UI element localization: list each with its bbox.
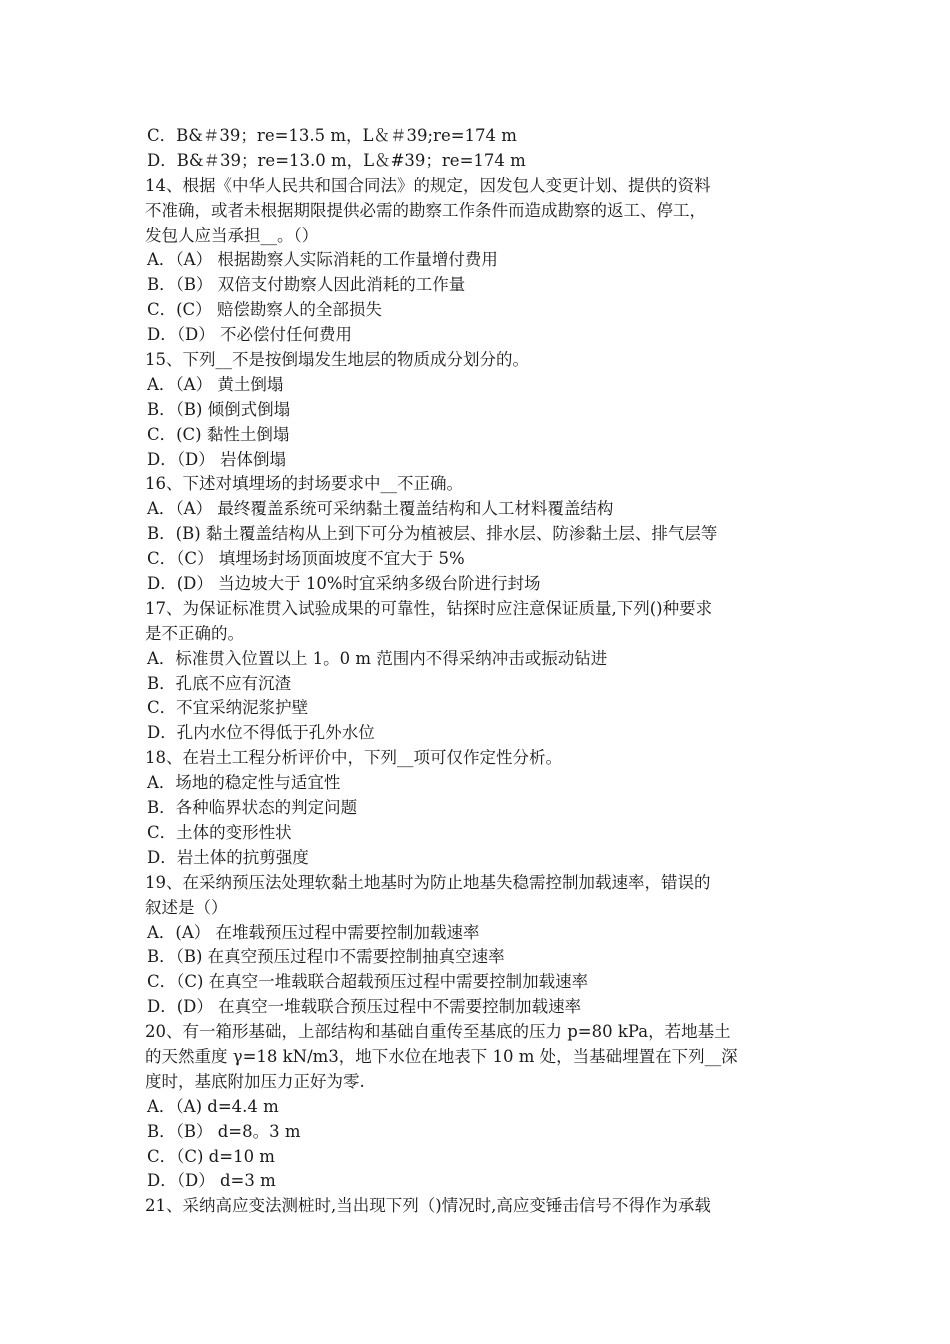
answer-option: C．土体的变形性状 bbox=[147, 822, 292, 842]
question-text-line: 17、为保证标准贯入试验成果的可靠性，钻探时应注意保证质量,下列()种要求 bbox=[145, 598, 713, 618]
question-text-line: 叙述是（） bbox=[145, 897, 228, 917]
answer-option: B．（B） 双倍支付勘察人因此消耗的工作量 bbox=[147, 275, 466, 295]
answer-option: B．（B) 倾倒式倒塌 bbox=[147, 399, 291, 419]
question-text-line: 是不正确的。 bbox=[145, 623, 244, 643]
question-text-line: 20、有一箱形基础，上部结构和基础自重传至基底的压力 p=80 kPa，若地基土 bbox=[145, 1022, 731, 1042]
question-text-line: 发包人应当承担__。（） bbox=[145, 225, 319, 245]
answer-option: A．场地的稳定性与适宜性 bbox=[147, 773, 341, 793]
answer-option: A．(A） 在堆载预压过程中需要控制加载速率 bbox=[147, 922, 480, 942]
answer-option: C．（C） 填埋场封场顶面坡度不宜大于 5% bbox=[147, 549, 465, 569]
answer-option: C．(C) 黏性土倒塌 bbox=[147, 424, 290, 444]
answer-option: A．（A） 根据勘察人实际消耗的工作量增付费用 bbox=[147, 250, 498, 270]
answer-option: C．不宜采纳泥浆护壁 bbox=[147, 698, 309, 718]
answer-option: C．B&＃39；re=13.5 m，L＆＃39;re=174 m bbox=[147, 126, 517, 145]
answer-option: C．（C) 在真空一堆载联合超载预压过程中需要控制加载速率 bbox=[147, 972, 589, 992]
question-text-line: 度时，基底附加压力正好为零. bbox=[145, 1071, 365, 1091]
question-text-line: 15、下列__不是按倒塌发生地层的物质成分划分的。 bbox=[145, 350, 529, 370]
answer-option: D．B&＃39；re=13.0 m，L＆#39；re=174 m bbox=[147, 150, 526, 170]
answer-option: B．（B） d=8。3 m bbox=[147, 1121, 301, 1141]
document-page bbox=[145, 124, 810, 1219]
answer-option: D．孔内水位不得低于孔外水位 bbox=[147, 723, 375, 743]
question-text-line: 14、根据《中华人民共和国合同法》的规定，因发包人变更计划、提供的资料 bbox=[145, 175, 711, 195]
answer-option: D．(D） 在真空一堆载联合预压过程中不需要控制加载速率 bbox=[147, 997, 582, 1017]
answer-option: A．（A） 黄土倒塌 bbox=[147, 374, 284, 394]
answer-option: B．(B) 黏土覆盖结构从上到下可分为植被层、排水层、防渗黏土层、排气层等 bbox=[147, 524, 718, 544]
question-text-line: 19、在采纳预压法处理软黏土地基时为防止地基失稳需控制加载速率，错误的 bbox=[145, 872, 711, 892]
answer-option: A．标准贯入位置以上 1。0 m 范围内不得采纳冲击或振动钻进 bbox=[147, 648, 608, 668]
answer-option: D．（D） 不必偿付任何费用 bbox=[147, 325, 352, 345]
answer-option: C．(C） 赔偿勘察人的全部损失 bbox=[147, 300, 382, 320]
question-text-line: 21、采纳高应变法测桩时,当出现下列（)情况时,高应变锤击信号不得作为承载 bbox=[145, 1196, 711, 1216]
answer-option: A．（A） 最终覆盖系统可采纳黏土覆盖结构和人工材料覆盖结构 bbox=[147, 499, 614, 519]
answer-option: A．（A) d=4.4 m bbox=[147, 1096, 279, 1116]
answer-option: B．各种临界状态的判定问题 bbox=[147, 798, 358, 818]
answer-option: D．岩土体的抗剪强度 bbox=[147, 847, 309, 867]
question-text-line: 不准确，或者未根据期限提供必需的勘察工作条件而造成勘察的返工、停工， bbox=[145, 200, 706, 220]
answer-option: D．（D） d=3 m bbox=[147, 1171, 276, 1191]
answer-option: B．（B) 在真空预压过程巾不需要控制抽真空速率 bbox=[147, 947, 505, 967]
question-text-line: 16、下述对填埋场的封场要求中__不正确。 bbox=[145, 474, 463, 494]
answer-option: B．孔底不应有沉渣 bbox=[147, 673, 292, 693]
answer-option: D．(D） 当边坡大于 10%时宜采纳多级台阶进行封场 bbox=[147, 574, 541, 594]
question-text-line: 的天然重度 γ=18 kN/m3，地下水位在地表下 10 m 处，当基础埋置在下列__深 bbox=[145, 1046, 738, 1066]
answer-option: C．（C) d=10 m bbox=[147, 1146, 275, 1166]
question-text-line: 18、在岩土工程分析评价中，下列__项可仅作定性分析。 bbox=[145, 748, 562, 768]
answer-option: D．（D） 岩体倒塌 bbox=[147, 449, 286, 469]
